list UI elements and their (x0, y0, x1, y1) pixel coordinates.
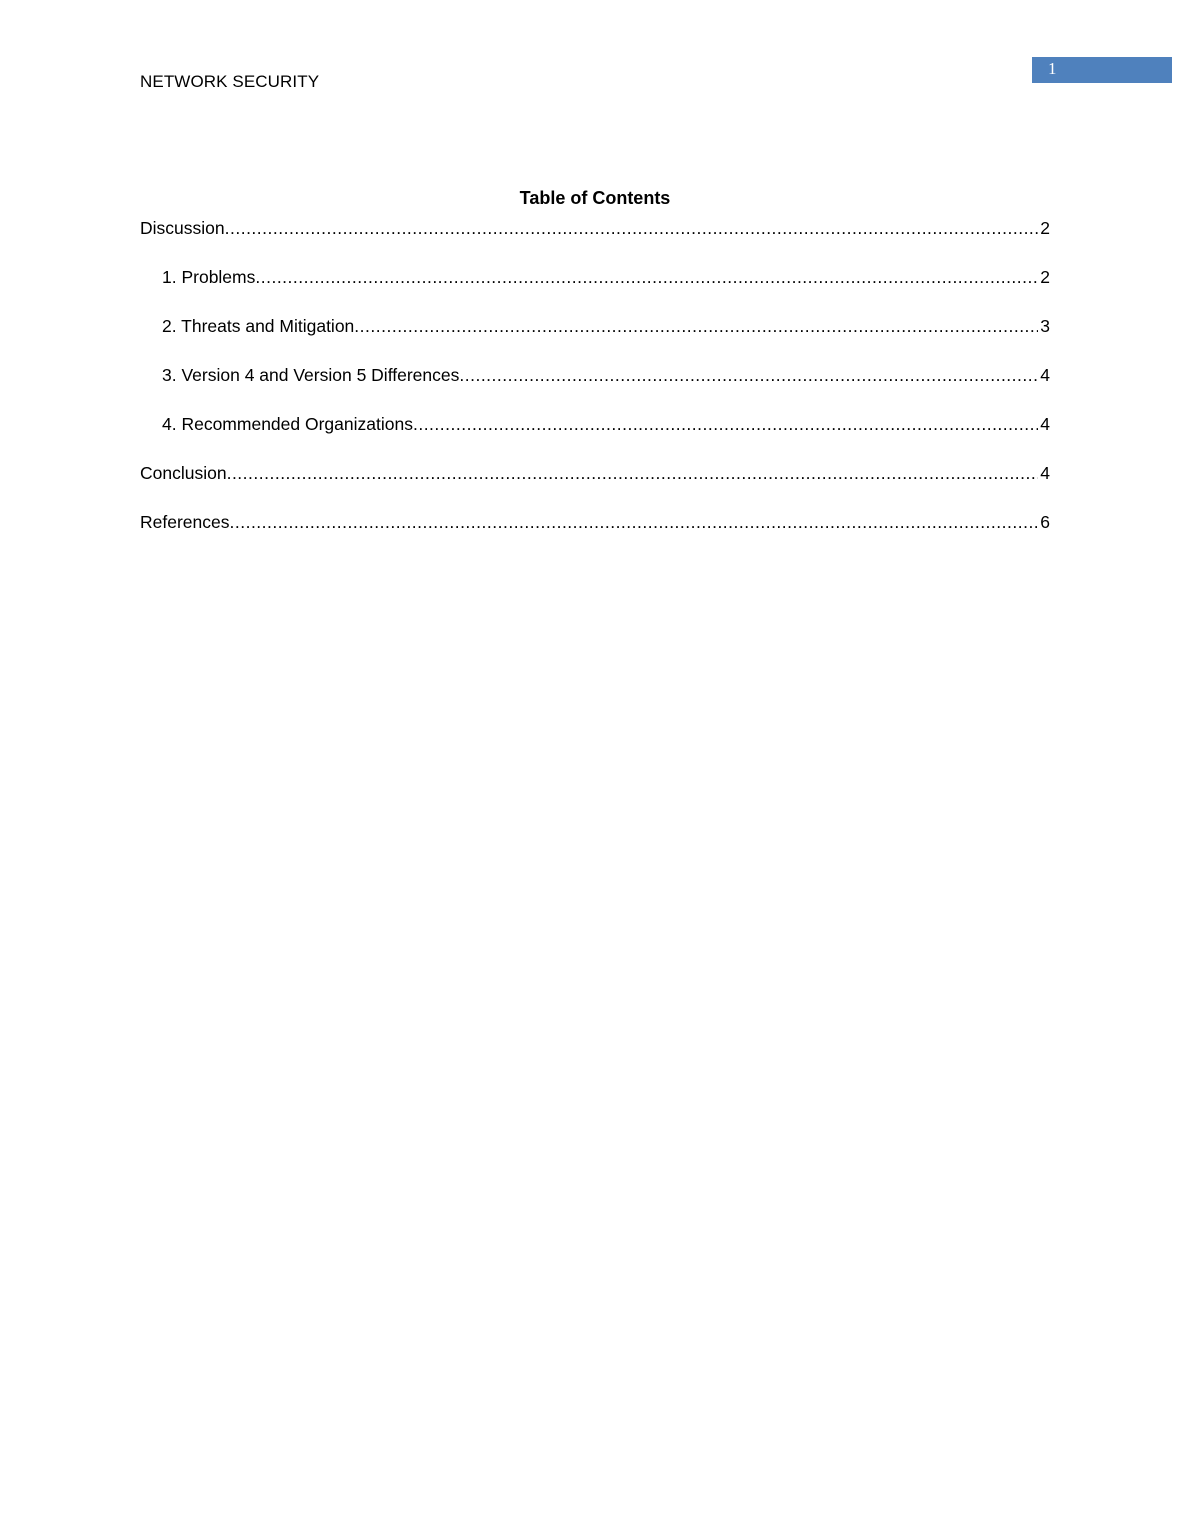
toc-entry-label: Conclusion (140, 463, 227, 483)
toc-dot-leader (227, 463, 1039, 484)
toc-entry-page: 6 (1040, 512, 1050, 532)
table-of-contents (140, 218, 1050, 561)
toc-dot-leader (459, 365, 1038, 386)
toc-entry-page: 4 (1040, 463, 1050, 483)
toc-dot-leader (354, 316, 1038, 337)
toc-entry-references[interactable] (140, 512, 1050, 536)
toc-entry-label: Discussion (140, 218, 225, 238)
toc-entry-discussion[interactable] (140, 218, 1050, 242)
toc-entry-page: 2 (1040, 267, 1050, 287)
toc-entry-threats-and-mitigation[interactable] (140, 316, 1050, 340)
toc-entry-version-differences[interactable] (140, 365, 1050, 389)
toc-dot-leader (255, 267, 1038, 288)
running-head: NETWORK SECURITY (140, 72, 320, 91)
toc-entry-page: 4 (1040, 414, 1050, 434)
toc-entry-problems[interactable] (140, 267, 1050, 291)
toc-entry-label: References (140, 512, 230, 532)
toc-entry-label: 1. Problems (162, 267, 256, 287)
toc-entry-label: 4. Recommended Organizations (162, 414, 413, 434)
toc-dot-leader (230, 512, 1039, 533)
toc-entry-conclusion[interactable] (140, 463, 1050, 487)
toc-entry-recommended-organizations[interactable] (140, 414, 1050, 438)
toc-dot-leader (225, 218, 1039, 239)
page-number-box (1032, 57, 1172, 83)
toc-dot-leader (413, 414, 1038, 435)
toc-entry-label: 3. Version 4 and Version 5 Differences (162, 365, 460, 385)
toc-entry-page: 2 (1040, 218, 1050, 238)
toc-entry-page: 3 (1040, 316, 1050, 336)
toc-entry-page: 4 (1040, 365, 1050, 385)
toc-entry-label: 2. Threats and Mitigation (162, 316, 355, 336)
toc-title: Table of Contents (519, 188, 671, 208)
page-number: 1 (1048, 59, 1057, 78)
